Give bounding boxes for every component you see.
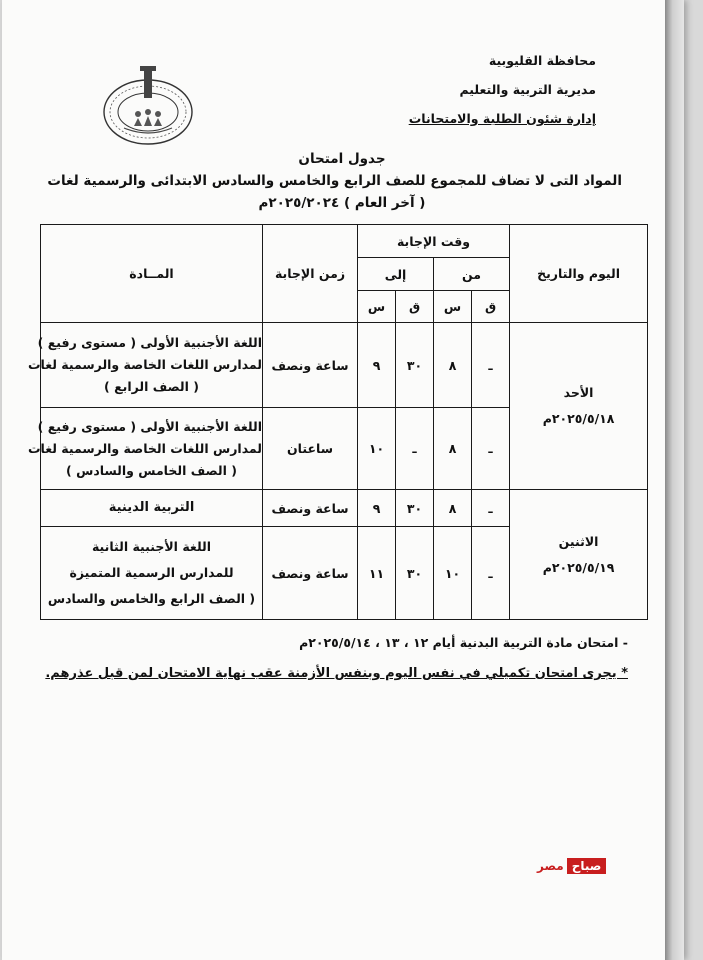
day-cell-monday (510, 490, 648, 620)
header-subject: المــادة (41, 225, 263, 323)
from-q-cell: ـ (472, 323, 510, 407)
notes (45, 632, 628, 685)
day-name: الأحد (563, 385, 594, 401)
to-q-cell: ـ (396, 407, 434, 489)
subject-line: التربية الدينية (108, 500, 195, 516)
header-from: من (434, 258, 510, 291)
duration-cell: ساعتان (263, 407, 358, 489)
note-physical-education: - امتحان مادة التربية البدنية أيام ١٢ ، ١٣ ، ٢٠٢٥/٥/١٤م (299, 635, 628, 650)
page-edge-shadow (665, 0, 684, 960)
note-makeup-exam: * يجرى امتحان تكميلي في نفس اليوم وبنفس الأزمنة عقب نهاية الامتحان لمن قبل عذرهم. (45, 666, 628, 681)
header-duration: زمن الإجابة (263, 225, 358, 323)
subject-line: ( الصف الخامس والسادس ) (66, 462, 237, 478)
watermark-text: مصر (537, 859, 564, 873)
header-from-q: ق (472, 291, 510, 323)
to-q-cell: ٣٠ (396, 323, 434, 407)
watermark (537, 858, 606, 874)
day-date: ٢٠٢٥/٥/١٩م (542, 559, 615, 575)
from-s-cell: ١٠ (434, 527, 472, 620)
subject-line: للمدارس الرسمية المتميزة (69, 565, 234, 581)
document-page (2, 0, 684, 960)
subject-line: اللغة الأجنبية الثانية (91, 539, 212, 555)
subject-cell (41, 527, 263, 620)
to-s-cell: ١٠ (358, 407, 396, 489)
directorate-line: مديرية التربية والتعليم (459, 82, 596, 97)
letterhead (409, 46, 596, 133)
department-line: إدارة شئون الطلبة والامتحانات (408, 111, 596, 126)
title-subjects: المواد التى لا تضاف للمجموع للصف الرابع والخامس والسادس الابتدائى والرسمية لغات (47, 173, 622, 189)
to-s-cell: ٩ (358, 323, 396, 407)
subject-cell (27, 323, 263, 407)
from-s-cell: ٨ (434, 490, 472, 527)
duration-cell: ساعة ونصف (263, 490, 358, 527)
to-q-cell: ٣٠ (396, 527, 434, 620)
subject-line: اللغة الأجنبية الأولى ( مستوى رفيع ) (37, 335, 262, 351)
governorate-line: محافظة القليوبية (488, 53, 596, 68)
from-q-cell: ـ (472, 407, 510, 489)
directorate-emblem-icon (100, 62, 196, 146)
to-s-cell: ٩ (358, 490, 396, 527)
subject-line: ( الصف الرابع والخامس والسادس (47, 591, 256, 607)
duration-cell: ساعة ونصف (263, 323, 358, 407)
from-s-cell: ٨ (434, 407, 472, 489)
subject-cell (27, 407, 263, 489)
subject-line: اللغة الأجنبية الأولى ( مستوى رفيع ) (37, 418, 262, 434)
header-to: إلى (358, 258, 434, 291)
header-from-s: س (434, 291, 472, 323)
day-name: الاثنين (558, 533, 599, 549)
subject-cell (41, 490, 263, 527)
duration-cell: ساعة ونصف (263, 527, 358, 620)
from-q-cell: ـ (472, 527, 510, 620)
from-q-cell: ـ (472, 490, 510, 527)
from-s-cell: ٨ (434, 323, 472, 407)
watermark-box: صباح (567, 858, 607, 874)
header-to-s: س (358, 291, 396, 323)
to-q-cell: ٣٠ (396, 490, 434, 527)
day-cell-sunday (510, 323, 648, 490)
title-year: ( آخر العام ) ٢٠٢٥/٢٠٢٤م (258, 195, 426, 211)
header-to-q: ق (396, 291, 434, 323)
document-titles (47, 148, 622, 214)
subject-line: لمدارس اللغات الخاصة والرسمية لغات (27, 440, 262, 456)
header-day-date: اليوم والتاريخ (510, 225, 648, 323)
exam-schedule-table (27, 224, 648, 620)
table-row (41, 490, 648, 527)
subject-line: ( الصف الرابع ) (104, 379, 199, 395)
header-answer-time: وقت الإجابة (358, 225, 510, 258)
subject-line: لمدارس اللغات الخاصة والرسمية لغات (27, 357, 262, 373)
title-exam-schedule: جدول امتحان (298, 151, 386, 167)
day-date: ٢٠٢٥/٥/١٨م (542, 411, 615, 427)
to-s-cell: ١١ (358, 527, 396, 620)
table-row (41, 323, 648, 407)
